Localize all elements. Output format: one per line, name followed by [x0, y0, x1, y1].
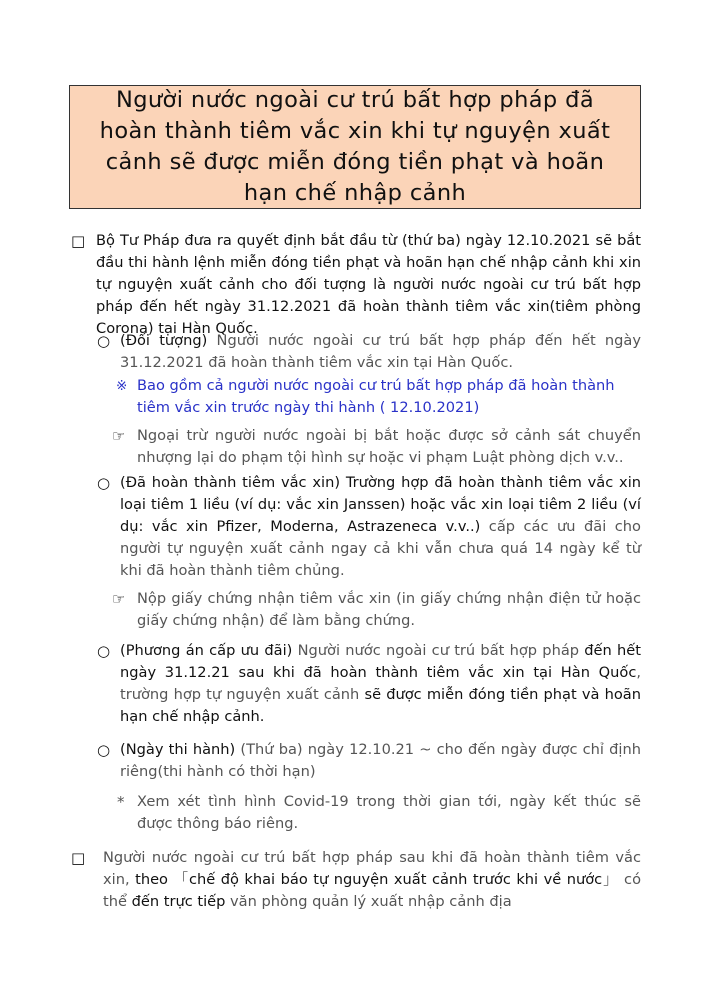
reference-mark-icon: ※ [116, 378, 128, 394]
circle-bullet: ○ [97, 741, 111, 759]
section2-text-4: đến trực tiếp [131, 893, 226, 910]
benefit-text-2: đến hết ngày 31.12.21 sau khi đã hoàn thành tiêm vắc xin tại Hàn Quốc [120, 642, 641, 681]
circle-bullet: ○ [97, 332, 111, 350]
vaccinated-paragraph [120, 472, 641, 582]
target-note: Bao gồm cả người nước ngoài cư trú bất hợp pháp đã hoàn thành tiêm vắc xin trước ngày thi hành ( 12.10.2021) [137, 377, 615, 416]
section1-paragraph: Bộ Tư Pháp đưa ra quyết định bắt đầu từ (thứ ba) ngày 12.10.2021 sẽ bắt đầu thi hành lệnh miễn đóng tiền phạt và hoãn hạn chế nhập cảnh khi xin tự nguyện xuất cảnh cho đối tượng là người nước ngoài cư trú bất hợp pháp đến hết ngày 31.12.2021 đã hoàn thành tiêm vắc xin(tiêm phòng Corona) tại Hàn Quốc. [96, 232, 641, 337]
checkbox-bullet: □ [71, 849, 86, 867]
section2-text-3: có thể [103, 871, 642, 910]
benefit-paragraph [120, 640, 641, 728]
target-paragraph [120, 330, 641, 374]
vaccinated-dark-text: (Đã hoàn thành tiêm vắc xin) Trường hợp đã hoàn thành tiêm vắc xin loại tiêm 1 liều (ví dụ: vắc xin Janssen) hoặc vắc xin loại tiêm 2 liều (ví dụ: vắc xin Pfizer, Moderna, Astrazeneca v.v..) [120, 474, 641, 535]
effective-paragraph [120, 739, 641, 783]
section2-paragraph [103, 847, 641, 913]
target-text: Người nước ngoài cư trú bất hợp pháp đến hết ngày 31.12.2021 đã hoàn thành tiêm vắc xin tại Hàn Quốc. [120, 332, 642, 371]
section2-text-2: theo 「chế độ khai báo tự nguyện xuất cảnh trước khi về nước」 [135, 871, 619, 888]
target-exception: Ngoại trừ người nước ngoài bị bắt hoặc được sở cảnh sát chuyển nhượng lại do phạm tội hình sự hoặc vi phạm Luật phòng dịch v.v.. [137, 427, 641, 466]
section2-text-1: Người nước ngoài cư trú bất hợp pháp sau khi đã hoàn thành tiêm vắc xin, [103, 849, 641, 888]
circle-bullet: ○ [97, 474, 111, 492]
asterisk-mark: * [117, 793, 125, 811]
effective-label: (Ngày thi hành) [120, 741, 236, 758]
pointing-hand-icon: ☞ [112, 590, 126, 608]
benefit-text-1: Người nước ngoài cư trú bất hợp pháp [292, 642, 585, 659]
title-box [69, 85, 641, 209]
effective-text: (Thứ ba) ngày 12.10.21 ~ cho đến ngày được chỉ định riêng(thi hành có thời hạn) [120, 741, 641, 780]
circle-bullet: ○ [97, 642, 111, 660]
benefit-text-4: sẽ được miễn đóng tiền phạt và hoãn hạn chế nhập cảnh. [120, 686, 642, 725]
checkbox-bullet: □ [71, 232, 86, 250]
pointing-hand-icon: ☞ [112, 427, 126, 445]
page-title: Người nước ngoài cư trú bất hợp pháp đã hoàn thành tiêm vắc xin khi tự nguyện xuất cảnh sẽ được miễn đóng tiền phạt và hoãn hạn chế nhập cảnh [99, 87, 611, 206]
vaccinated-rest-text: cấp các ưu đãi cho người tự nguyện xuất cảnh ngay cả khi vẫn chưa quá 14 ngày kể từ khi đã hoàn thành tiêm chủng. [120, 518, 641, 579]
benefit-text-3: , trường hợp tự nguyện xuất cảnh [120, 664, 641, 703]
vaccinated-evidence-note: Nộp giấy chứng nhận tiêm vắc xin (in giấy chứng nhận điện tử hoặc giấy chứng nhận) để làm bằng chứng. [137, 590, 641, 629]
target-label: (Đối tượng) [120, 332, 208, 349]
section2-text-5: văn phòng quản lý xuất nhập cảnh địa [225, 893, 512, 910]
effective-note: Xem xét tình hình Covid-19 trong thời gian tới, ngày kết thúc sẽ được thông báo riêng. [137, 793, 641, 832]
benefit-label: (Phương án cấp ưu đãi) [120, 642, 293, 659]
